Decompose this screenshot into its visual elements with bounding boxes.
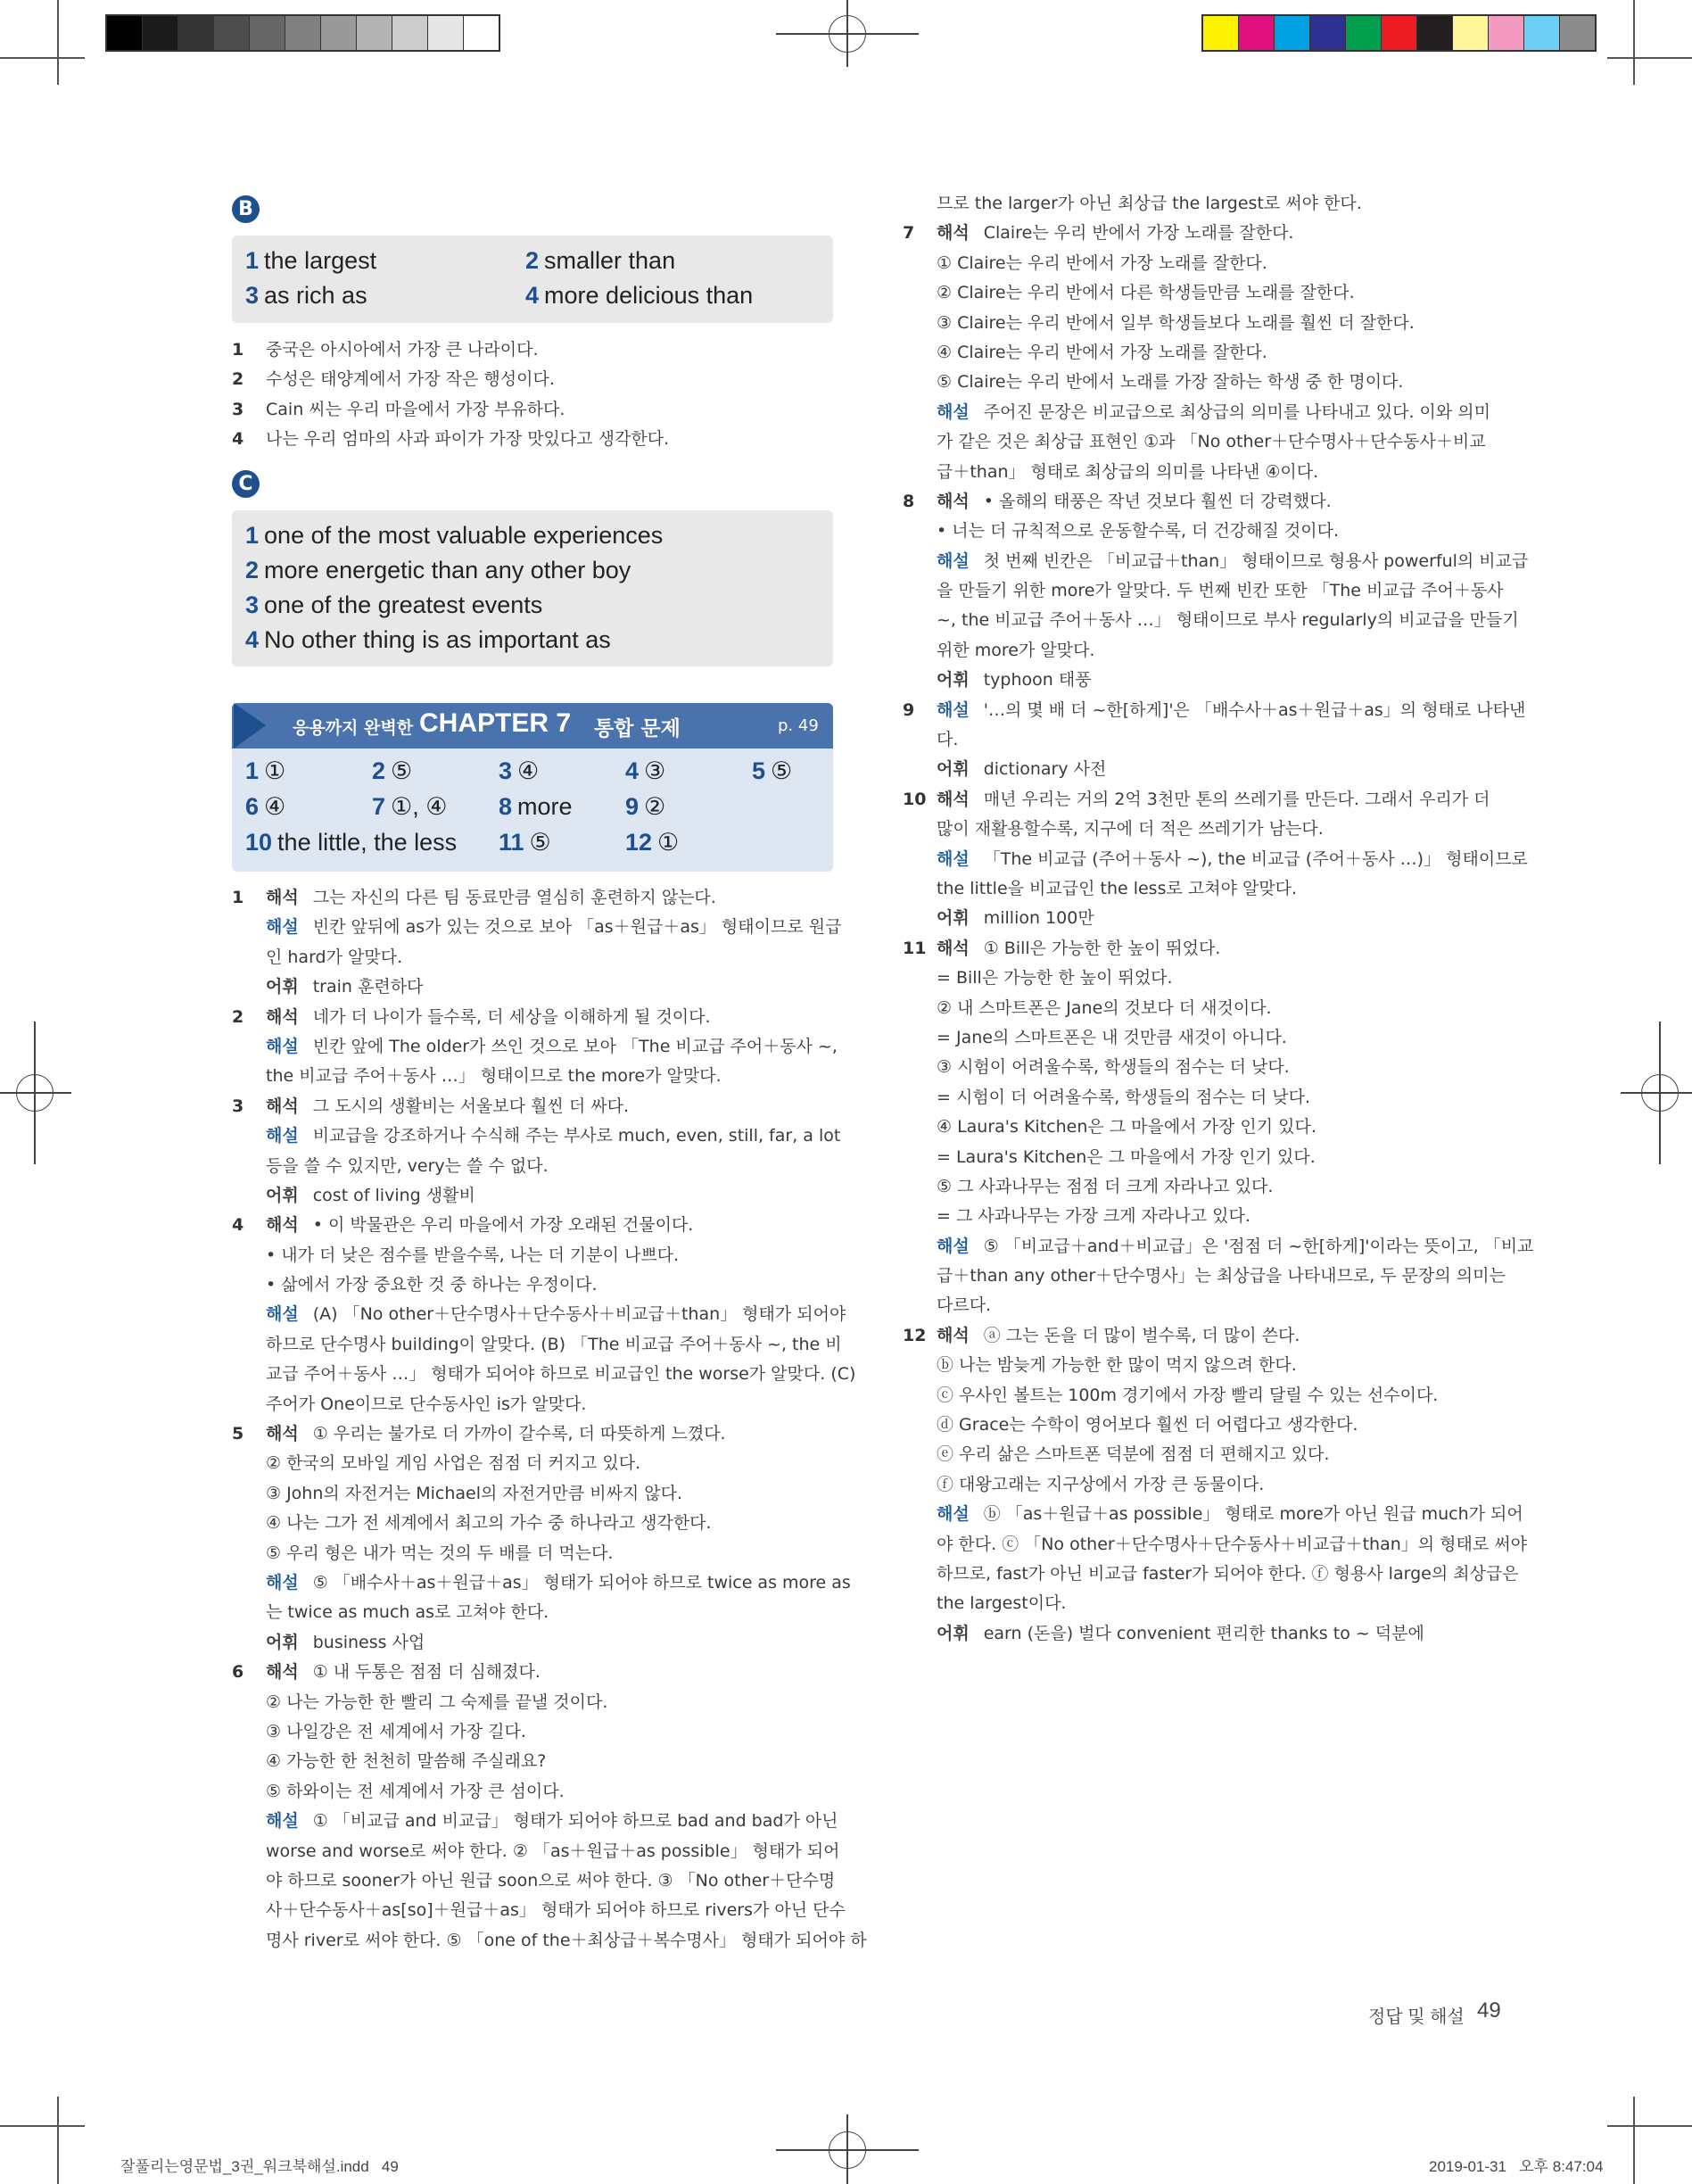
answer-item: 11 ⑤ (499, 829, 551, 856)
answer-item: 5 ⑤ (752, 757, 793, 784)
explanation-line (903, 606, 1519, 635)
color-swatch (1382, 16, 1417, 50)
explanation-line (903, 1172, 1509, 1202)
explanation-line (903, 547, 1529, 576)
section-label: 어휘 (937, 908, 970, 929)
explanation-line (232, 1241, 838, 1270)
explanation-text: train 훈련하다 (312, 977, 424, 997)
explanation-line (232, 1211, 838, 1240)
explanation-text: ④ Laura's Kitchen은 그 마을에서 가장 인기 있다. (937, 1117, 1316, 1138)
explanation-line (903, 278, 1509, 308)
translation-line: 2 수성은 태양계에서 가장 작은 행성이다. (232, 369, 555, 390)
explanation-line (903, 1530, 1527, 1559)
item-number: 9 (903, 699, 915, 720)
crop-mark (0, 2125, 85, 2127)
explanation-text: earn (돈을) 벌다 convenient 편리한 thanks to ~ 덕분에 (983, 1623, 1424, 1643)
explanation-text: Claire는 우리 반에서 가장 노래를 잘한다. (983, 223, 1294, 244)
answer-item: 6 ④ (245, 793, 286, 820)
chapter-title: CHAPTER 7 (419, 708, 572, 738)
explanation-line (232, 1330, 842, 1360)
answer-item: 1 the largest (245, 247, 377, 274)
explanation-text: 야 한다. ⓒ 「No other＋단수명사＋단수동사＋비교급＋than」의 형태로 써야 (937, 1534, 1527, 1554)
explanation-line (903, 189, 1509, 219)
explanation-line (903, 904, 1509, 933)
explanation-text: 므로 the larger가 아닌 최상급 the largest로 써야 한다. (937, 194, 1362, 213)
item-number: 1 (232, 888, 244, 907)
explanation-line (903, 725, 1509, 755)
explanation-text: • 너는 더 규칙적으로 운동할수록, 더 건강해질 것이다. (937, 521, 1339, 542)
explanation-label: 해설 (937, 848, 970, 869)
explanation-label: 해설 (266, 1126, 299, 1146)
registration-line (1621, 1092, 1692, 1094)
section-label: 해석 (266, 1662, 299, 1683)
color-swatch (143, 16, 178, 50)
process-color-bar (1201, 14, 1597, 52)
explanation-label: 해설 (937, 1504, 970, 1525)
explanation-line (903, 1470, 1509, 1500)
chapter-prefix: 응용까지 완벽한 (293, 718, 414, 738)
chapter-page-ref: p. 49 (778, 716, 819, 735)
item-number: 2 (232, 1006, 244, 1027)
crop-mark (1607, 57, 1692, 59)
explanation-text: 빈칸 앞뒤에 as가 있는 것으로 보아 「as＋원급＋as」 형태이므로 원급 (312, 917, 842, 938)
explanation-line (232, 1419, 838, 1449)
section-label: 어휘 (937, 670, 970, 691)
answer-item: 1 ① (245, 757, 286, 784)
explanation-text: ① Claire는 우리 반에서 가장 노래를 잘한다. (937, 252, 1267, 273)
explanation-label: 해설 (266, 1304, 299, 1325)
chapter-answer-box (232, 749, 833, 872)
explanation-line (232, 883, 838, 913)
explanation-text: 매년 우리는 거의 2억 3천만 톤의 쓰레기를 만든다. 그래서 우리가 더 (983, 789, 1490, 809)
answer-item: 3 ④ (499, 757, 540, 784)
page-number: 49 (1477, 1998, 1501, 2023)
explanation-text: the largest이다. (937, 1593, 1067, 1614)
explanation-label: 해설 (937, 699, 970, 720)
explanation-text: the 비교급 주어＋동사 …」 형태이므로 the more가 알맞다. (266, 1066, 722, 1087)
section-label: 해석 (266, 888, 299, 907)
chapter-arrow-icon (234, 703, 266, 749)
explanation-text: worse and worse로 써야 한다. ② 「as＋원급＋as possible」 형태가 되어 (266, 1841, 840, 1861)
explanation-line (232, 1717, 838, 1747)
indd-file-name: 잘풀리는영문법_3권_워크북해설.indd 49 (120, 2158, 399, 2175)
color-swatch (464, 16, 499, 50)
explanation-line (903, 487, 1509, 517)
explanation-line (903, 755, 1509, 784)
explanation-line (232, 1449, 838, 1478)
item-number: 7 (903, 223, 915, 244)
color-swatch (392, 16, 428, 50)
explanation-text: ⓕ 대왕고래는 지구상에서 가장 큰 동물이다. (937, 1474, 1265, 1494)
explanation-text: ⓒ 우사인 볼트는 100m 경기에서 가장 빨리 달릴 수 있는 선수이다. (937, 1385, 1439, 1405)
explanation-text: 하므로 단수명사 building이 알맞다. (B) 「The 비교급 주어＋동사 ~, the 비 (266, 1334, 842, 1354)
explanation-line (903, 994, 1509, 1023)
explanation-line (232, 1837, 838, 1866)
explanation-line (232, 1181, 838, 1211)
explanation-text: • 삶에서 가장 중요한 것 중 하나는 우정이다. (266, 1275, 598, 1295)
answer-item: 2 smaller than (525, 247, 676, 274)
explanation-line (232, 1807, 838, 1836)
gray-color-bar (105, 14, 500, 52)
answer-item: 2 more energetic than any other boy (245, 557, 631, 583)
explanation-text: 급＋than any other＋단수명사」는 최상급을 나타내므로, 두 문장의 의미는 (937, 1266, 1506, 1286)
explanation-line (903, 1113, 1509, 1142)
explanation-line (903, 309, 1509, 338)
explanation-text: million 100만 (983, 908, 1094, 929)
section-label: 어휘 (937, 1623, 970, 1643)
explanation-text: 야 하므로 sooner가 아닌 원급 soon으로 써야 한다. ③ 「No other＋단수명 (266, 1870, 836, 1890)
color-swatch (178, 16, 214, 50)
explanation-line (232, 1300, 846, 1329)
explanation-line (903, 517, 1509, 546)
explanation-text: ② 내 스마트폰은 Jane의 것보다 더 새것이다. (937, 997, 1272, 1018)
explanation-text: = 시험이 더 어려울수록, 학생들의 점수는 더 낮다. (937, 1087, 1311, 1107)
crop-mark (1607, 2125, 1692, 2127)
translation-line: 4 나는 우리 엄마의 사과 파이가 가장 맛있다고 생각한다. (232, 429, 670, 450)
explanation-text: ⓐ 그는 돈을 더 많이 벌수록, 더 많이 쓴다. (983, 1325, 1300, 1345)
explanation-text: ① Bill은 가능한 한 높이 뛰었다. (983, 938, 1221, 958)
explanation-label: 해설 (937, 550, 970, 571)
explanation-line (232, 1360, 856, 1389)
explanation-text: ① 「비교급 and 비교급」 형태가 되어야 하므로 bad and bad가 아닌 (312, 1811, 838, 1832)
explanation-text: ⑤ Claire는 우리 반에서 노래를 가장 잘하는 학생 중 한 명이다. (937, 372, 1404, 393)
explanation-text: ④ 나는 그가 전 세계에서 최고의 가수 중 하나라고 생각한다. (266, 1513, 712, 1534)
color-swatch (1560, 16, 1595, 50)
explanation-text: 명사 river로 써야 한다. ⑤ 「one of the＋최상급＋복수명사」 형태가 되어야 하 (266, 1930, 867, 1950)
answer-item: 12 ① (625, 829, 680, 856)
explanation-line (232, 1539, 838, 1568)
answer-item: 3 as rich as (245, 282, 367, 309)
crop-mark (57, 0, 59, 85)
color-swatch (321, 16, 357, 50)
explanation-text: 하므로, fast가 아닌 비교급 faster가 되어야 한다. ⓕ 형용사 large의 최상급은 (937, 1563, 1519, 1584)
explanation-line (903, 845, 1528, 874)
item-number: 6 (232, 1662, 244, 1683)
explanation-label: 해설 (937, 401, 970, 422)
explanation-text: • 올해의 태풍은 작년 것보다 훨씬 더 강력했다. (983, 491, 1332, 511)
section-label: 어휘 (937, 759, 970, 780)
explanation-text: 인 hard가 알맞다. (266, 947, 403, 967)
explanation-text: 을 만들기 위한 more가 알맞다. 두 번째 빈칸 또한 「The 비교급 주어＋동사 (937, 581, 1504, 601)
explanation-text: ② Claire는 우리 반에서 다른 학생들만큼 노래를 잘한다. (937, 283, 1355, 303)
explanation-line (232, 1896, 846, 1925)
item-number: 8 (903, 491, 915, 511)
explanation-line (903, 249, 1509, 278)
explanation-line (232, 1688, 838, 1717)
explanation-line (232, 1747, 838, 1776)
explanation-label: 해설 (266, 1811, 299, 1832)
explanation-line (232, 913, 842, 942)
explanation-text: 위한 more가 알맞다. (937, 640, 1095, 660)
answer-item: 1 one of the most valuable experiences (245, 522, 664, 549)
color-swatch (214, 16, 250, 50)
explanation-line (232, 1479, 838, 1509)
color-swatch (1239, 16, 1275, 50)
explanation-line (903, 1381, 1509, 1410)
explanation-line (903, 1589, 1509, 1618)
explanation-text: 다. (937, 730, 959, 750)
explanation-line (903, 874, 1509, 904)
explanation-line (903, 219, 1509, 248)
explanation-line (232, 1121, 841, 1151)
section-label: 해석 (266, 1424, 299, 1444)
explanation-line (903, 1143, 1509, 1172)
color-swatch (357, 16, 392, 50)
color-swatch (1453, 16, 1489, 50)
explanation-text: 「The 비교급 (주어＋동사 ~), the 비교급 (주어＋동사 …)」 형태이므로 (983, 848, 1528, 869)
section-c-badge: C (232, 470, 260, 498)
explanation-line (903, 1053, 1509, 1082)
explanation-text: 그는 자신의 다른 팀 동료만큼 열심히 훈련하지 않는다. (312, 888, 716, 907)
explanation-text: the little을 비교급인 the less로 고쳐야 알맞다. (937, 878, 1298, 898)
explanation-text: 빈칸 앞에 The older가 쓰인 것으로 보아 「The 비교급 주어＋동사 ~, (312, 1036, 838, 1056)
explanation-text: 가 같은 것은 최상급 표현인 ①과 「No other＋단수명사＋단수동사＋비교 (937, 432, 1486, 452)
explanation-line (903, 1440, 1509, 1469)
section-label: 해석 (937, 789, 970, 809)
explanation-line (903, 398, 1509, 427)
color-swatch (1524, 16, 1560, 50)
crop-mark (1633, 0, 1635, 85)
right-column-explanations (903, 189, 1534, 1649)
explanation-line (232, 1628, 838, 1658)
item-number: 12 (903, 1325, 927, 1345)
explanation-text: = Bill은 가능한 한 높이 뛰었다. (937, 968, 1173, 989)
explanation-text: ⑤ 그 사과나무는 점점 더 크게 자라나고 있다. (937, 1176, 1274, 1196)
section-label: 어휘 (266, 977, 299, 997)
crop-mark (0, 57, 85, 59)
section-b-answer-box (232, 236, 833, 323)
item-number: 4 (232, 1215, 244, 1236)
answer-item: 2 ⑤ (372, 757, 413, 784)
explanation-line (232, 1062, 838, 1091)
explanation-line (903, 1291, 1509, 1320)
explanation-text: 교급 주어＋동사 …」 형태가 되어야 하므로 비교급인 the worse가 알맞다. (C) (266, 1364, 856, 1385)
explanation-line (232, 972, 838, 1002)
color-swatch (250, 16, 285, 50)
explanation-text: ~, the 비교급 주어＋동사 …」 형태이므로 부사 regularly의 비교급을 만들기 (937, 610, 1519, 631)
answer-item: 4 No other thing is as important as (245, 626, 611, 653)
explanation-text: ⑤ 「비교급＋and＋비교급」은 '점점 더 ~한[하게]'이라는 뜻이고, 「비교 (983, 1236, 1534, 1256)
explanation-text: 주어가 One이므로 단수동사인 is가 알맞다. (266, 1394, 587, 1414)
explanation-text: 주어진 문장은 비교급으로 최상급의 의미를 나타내고 있다. 이와 의미 (983, 401, 1490, 422)
section-label: 해석 (937, 1325, 970, 1345)
explanation-line (903, 964, 1509, 993)
section-label: 어휘 (266, 1185, 299, 1205)
explanation-text: 그 도시의 생활비는 서울보다 훨씬 더 싸다. (312, 1096, 630, 1116)
crop-mark (57, 2097, 59, 2184)
explanation-line (903, 1410, 1509, 1440)
explanation-line (903, 458, 1509, 487)
section-b-badge: B (232, 195, 260, 223)
explanation-text: '…의 몇 배 더 ~한[하게]'은 「배수사＋as＋원급＋as」의 형태로 나타낸 (983, 699, 1526, 720)
explanation-line (903, 1023, 1509, 1053)
explanation-text: cost of living 생활비 (312, 1185, 475, 1205)
color-swatch (1417, 16, 1453, 50)
color-swatch (1275, 16, 1310, 50)
explanation-line (903, 785, 1509, 815)
section-c-answer-box (232, 510, 833, 666)
explanation-line (232, 1032, 838, 1062)
answer-item: 4 more delicious than (525, 282, 754, 309)
explanation-text: ③ John의 자전거는 Michael의 자전거만큼 비싸지 않다. (266, 1483, 683, 1503)
color-swatch (428, 16, 464, 50)
print-timestamp: 2019-01-31 오후 8:47:04 (1429, 2158, 1604, 2175)
translation-line: 3 Cain 씨는 우리 마을에서 가장 부유하다. (232, 399, 565, 419)
explanation-line (232, 1152, 838, 1181)
registration-line (0, 1092, 71, 1094)
section-label: 해석 (937, 938, 970, 958)
item-number: 5 (232, 1424, 244, 1444)
explanation-text: ④ Claire는 우리 반에서 가장 노래를 잘한다. (937, 342, 1267, 362)
explanation-label: 해설 (266, 917, 299, 938)
color-swatch (1489, 16, 1524, 50)
explanation-text: ⑤ 하와이는 전 세계에서 가장 큰 섬이다. (266, 1781, 565, 1801)
explanation-line (903, 576, 1509, 606)
explanation-text: ⓓ Grace는 수학이 영어보다 훨씬 더 어렵다고 생각한다. (937, 1415, 1358, 1435)
explanation-line (232, 1658, 838, 1687)
explanation-line (903, 427, 1509, 457)
left-column-explanations (232, 883, 867, 1956)
explanation-text: ② 한국의 모바일 게임 사업은 점점 더 커지고 있다. (266, 1453, 641, 1474)
explanation-text: ③ 시험이 어려울수록, 학생들의 점수는 더 낮다. (937, 1057, 1290, 1078)
explanation-line (232, 1866, 838, 1896)
explanation-text: (A) 「No other＋단수명사＋단수동사＋비교급＋than」 형태가 되어야 (312, 1304, 846, 1325)
explanation-text: dictionary 사전 (983, 759, 1107, 780)
explanation-text: 다르다. (937, 1295, 992, 1316)
explanation-text: business 사업 (312, 1632, 425, 1652)
explanation-text: 네가 더 나이가 들수록, 더 세상을 이해하게 될 것이다. (312, 1006, 711, 1027)
color-swatch (1310, 16, 1346, 50)
explanation-text: ⓔ 우리 삶은 스마트폰 덕분에 점점 더 편해지고 있다. (937, 1444, 1330, 1465)
explanation-line (903, 368, 1509, 397)
explanation-label: 해설 (266, 1036, 299, 1056)
answer-item: 4 ③ (625, 757, 666, 784)
explanation-text: ③ Claire는 우리 반에서 일부 학생들보다 노래를 훨씬 더 잘한다. (937, 312, 1415, 333)
explanation-text: ② 나는 가능한 한 빨리 그 숙제를 끝낼 것이다. (266, 1692, 608, 1712)
color-swatch (1203, 16, 1239, 50)
explanation-text: 사＋단수동사＋as[so]＋원급＋as」 형태가 되어야 하므로 rivers가 아닌 단수 (266, 1900, 846, 1921)
explanation-line (903, 1232, 1534, 1262)
explanation-line (903, 1321, 1509, 1351)
explanation-line (903, 1351, 1509, 1380)
explanation-text: ① 우리는 불가로 더 가까이 갈수록, 더 따뜻하게 느꼈다. (312, 1424, 726, 1444)
explanation-text: typhoon 태풍 (983, 670, 1092, 691)
explanation-text: • 이 박물관은 우리 마을에서 가장 오래된 건물이다. (312, 1215, 694, 1236)
explanation-text: ④ 가능한 한 천천히 말씀해 주실래요? (266, 1751, 547, 1772)
explanation-text: ⓑ 「as＋원급＋as possible」 형태로 more가 아닌 원급 much가 되어 (983, 1504, 1523, 1525)
explanation-line (903, 1559, 1519, 1589)
section-label: 해석 (266, 1215, 299, 1236)
explanation-text: ① 내 두통은 점점 더 심해졌다. (312, 1662, 541, 1683)
explanation-text: ③ 나일강은 전 세계에서 가장 길다. (266, 1721, 526, 1741)
footer-section-label: 정답 및 해설 (1368, 2007, 1465, 2027)
explanation-line (232, 1777, 838, 1807)
explanation-text: = 그 사과나무는 가장 크게 자라나고 있다. (937, 1206, 1250, 1227)
explanation-line (903, 1083, 1509, 1113)
color-swatch (107, 16, 143, 50)
answer-item: 9 ② (625, 793, 666, 820)
section-label: 해석 (937, 491, 970, 511)
explanation-text: 첫 번째 빈칸은 「비교급＋than」 형태이므로 형용사 powerful의 비교급 (983, 550, 1529, 571)
section-label: 해석 (266, 1006, 299, 1027)
explanation-line (903, 1500, 1523, 1529)
explanation-line (232, 1509, 838, 1538)
registration-line (846, 2114, 848, 2184)
chapter-header (232, 703, 833, 749)
explanation-text: • 내가 더 낮은 점수를 받을수록, 나는 더 기분이 나쁘다. (266, 1245, 680, 1265)
answer-item: 8 more (499, 793, 573, 820)
explanation-line (232, 1390, 838, 1419)
explanation-line (903, 1202, 1509, 1231)
explanation-line (232, 1092, 838, 1121)
explanation-text: ⑤ 「배수사＋as＋원급＋as」 형태가 되어야 하므로 twice as more as (312, 1572, 851, 1592)
explanation-line (232, 1598, 838, 1627)
explanation-text: = Laura's Kitchen은 그 마을에서 가장 인기 있다. (937, 1146, 1316, 1167)
answer-item: 3 one of the greatest events (245, 592, 543, 618)
section-label: 해석 (266, 1096, 299, 1116)
registration-line (34, 1022, 36, 1164)
section-b-translations (232, 335, 669, 455)
explanation-line (232, 1003, 838, 1032)
item-number: 10 (903, 789, 927, 809)
chapter-subtitle: 통합 문제 (594, 717, 681, 740)
explanation-line (903, 666, 1509, 695)
answer-item: 10 the little, the less (245, 829, 458, 856)
item-number: 3 (232, 1096, 244, 1116)
translation-line: 1 중국은 아시아에서 가장 큰 나라이다. (232, 340, 539, 360)
explanation-text: 등을 쓸 수 있지만, very는 쓸 수 없다. (266, 1155, 549, 1176)
explanation-line (232, 1926, 867, 1956)
section-label: 어휘 (266, 1632, 299, 1652)
explanation-line (903, 696, 1526, 725)
explanation-line (903, 1619, 1509, 1649)
explanation-text: ⑤ 우리 형은 내가 먹는 것의 두 배를 더 먹는다. (266, 1543, 614, 1563)
explanation-line (903, 934, 1509, 964)
explanation-text: 많이 재활용할수록, 지구에 더 적은 쓰레기가 남는다. (937, 819, 1324, 840)
item-number: 11 (903, 938, 927, 958)
explanation-line (232, 1270, 838, 1300)
explanation-line (232, 1568, 851, 1598)
explanation-text: 는 twice as much as로 고쳐야 한다. (266, 1602, 549, 1623)
crop-mark (1633, 2097, 1635, 2184)
explanation-line (903, 815, 1509, 844)
explanation-label: 해설 (266, 1572, 299, 1592)
explanation-text: 급＋than」 형태로 최상급의 의미를 나타낸 ④이다. (937, 461, 1319, 482)
registration-line (1659, 1022, 1661, 1164)
explanation-text: = Jane의 스마트폰은 내 것만큼 새것이 아니다. (937, 1027, 1287, 1047)
color-swatch (285, 16, 321, 50)
explanation-line (232, 943, 838, 972)
explanation-line (903, 338, 1509, 368)
explanation-line (903, 1262, 1509, 1291)
registration-line (846, 0, 848, 67)
explanation-label: 해설 (937, 1236, 970, 1256)
color-swatch (1346, 16, 1382, 50)
section-label: 해석 (937, 223, 970, 244)
explanation-text: 비교급을 강조하거나 수식해 주는 부사로 much, even, still, far, a lot (312, 1126, 841, 1146)
explanation-text: ⓑ 나는 밤늦게 가능한 한 많이 먹지 않으려 한다. (937, 1355, 1297, 1376)
explanation-line (903, 636, 1509, 666)
answer-item: 7 ①, ④ (372, 793, 448, 820)
